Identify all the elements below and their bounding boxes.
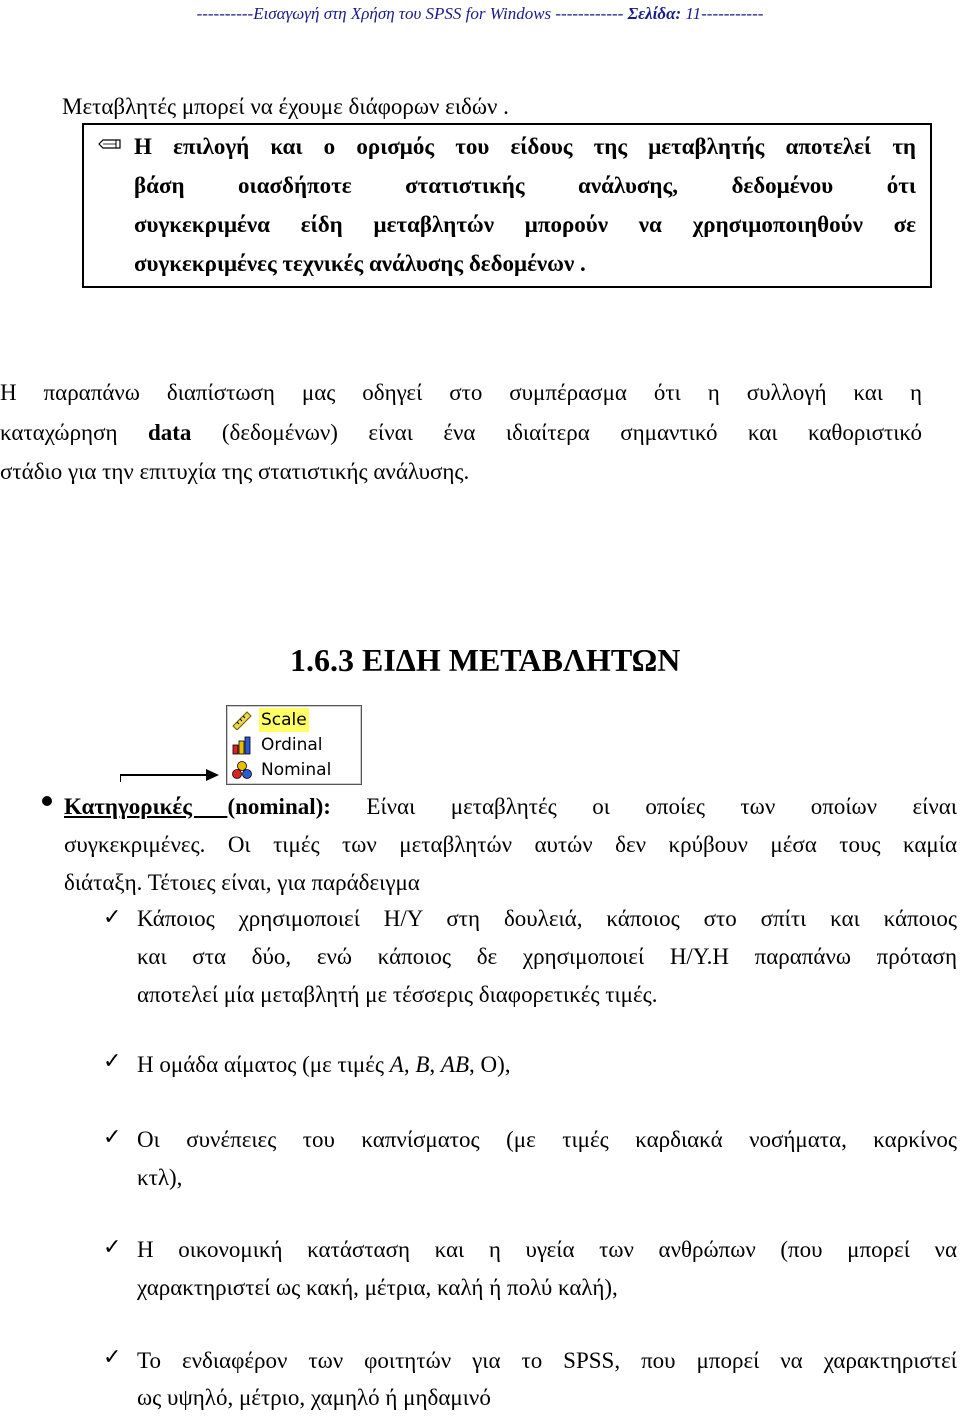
page-number: 11----------- [681,4,764,23]
check-icon: ✓ [103,1049,122,1074]
measure-label: Nominal [261,760,332,780]
measure-option-nominal[interactable] [229,758,359,782]
nominal-term-paren: (nominal): [227,794,331,819]
arrow-icon [120,764,220,784]
paragraph-text: (δεδομένων) είναι ένα ιδιαίτερα σημαντικό και καθοριστικό [191,420,922,445]
check-4-line-1: Η οικονομική κατάσταση και η υγεία των ανθρώπων (που μπορεί να [137,1237,957,1262]
section-heading: 1.6.3 ΕΙΔΗ ΜΕΤΑΒΛΗΤΩΝ [290,642,681,678]
check-2-line-1 [137,1046,511,1084]
check-1-line-2: και στα δύο, ενώ κάποιος δε χρησιμοποιεί Η/Υ.Η παραπάνω πρόταση [137,944,957,969]
measure-type-list[interactable] [226,705,362,785]
note-line-3: συγκεκριμένα είδη μεταβλητών μπορούν να χρησιμοποιηθούν σε [134,212,916,237]
check-5-line-2: ως υψηλό, μέτριο, χαμηλό ή μηδαμινό [137,1385,491,1410]
paragraph-line-1: Η παραπάνω διαπίστωση μας οδηγεί στο συμπέρασμα ότι η συλλογή και η [0,380,922,405]
check-icon: ✓ [103,1345,122,1370]
measure-option-scale[interactable] [229,708,359,732]
intro-text: Μεταβλητές μπορεί να έχουμε διάφορων ειδών . [62,94,509,119]
check-1-line-1: Κάποιος χρησιμοποιεί Η/Υ στη δουλειά, κάποιος στο σπίτι και κάποιος [137,906,957,931]
blood-type-b: B [415,1052,430,1077]
check-icon: ✓ [103,905,122,930]
bullet-line-1 [64,788,957,826]
check-1-line-3: αποτελεί μία μεταβλητή με τέσσερις διαφορετικές τιμές. [137,982,658,1007]
separator: , [429,1052,441,1077]
bar-chart-icon [231,735,253,755]
page-label: Σελίδα: [627,4,682,23]
check-3-line-1: Οι συνέπειες του καπνίσματος (με τιμές καρδιακά νοσήματα, καρκίνος [137,1127,957,1152]
ruler-icon [231,710,253,730]
blood-type-a: A [389,1052,404,1077]
circles-icon [231,760,253,780]
check-icon: ✓ [103,1125,122,1150]
bullet-text: Είναι μεταβλητές οι οποίες των οποίων είναι [330,794,958,819]
page-header [0,4,960,24]
separator: , [403,1052,416,1077]
paragraph-text: καταχώρηση [0,420,148,445]
blood-type-ab: AB [440,1052,470,1077]
check-icon: ✓ [103,1235,122,1260]
nominal-term: Κατηγορικές [64,794,228,819]
header-title: ----------Εισαγωγή στη Χρήση του SPSS for Windows ------------ [196,4,628,23]
note-line-1: Η επιλογή και ο ορισμός του είδους της μεταβλητής αποτελεί τη [134,134,916,159]
paragraph-line-3: στάδιο για την επιτυχία της στατιστικής ανάλυσης. [0,459,470,484]
data-term: data [147,420,192,445]
check-5-line-1: Το ενδιαφέρον των φοιτητών για το SPSS, που μπορεί να χαρακτηριστεί [137,1348,957,1373]
bullet-dot [42,796,52,806]
bullet-line-3: διάταξη. Τέτοιες είναι, για παράδειγμα [64,870,420,895]
note-line-2: βάση οιασδήποτε στατιστικής ανάλυσης, δεδομένου ότι [134,173,916,198]
check-text: , O), [469,1052,511,1077]
bullet-line-2: συγκεκριμένες. Οι τιμές των μεταβλητών αυτών δεν κρύβουν μέσα τους καμία [64,832,957,857]
note-line-4: συγκεκριμένες τεχνικές ανάλυσης δεδομένων . [134,251,586,276]
check-text: Η ομάδα αίματος (με τιμές [137,1052,390,1077]
check-4-line-2: χαρακτηριστεί ως κακή, μέτρια, καλή ή πολύ καλή), [137,1275,618,1300]
measure-label: Scale [261,710,307,730]
measure-option-ordinal[interactable] [229,733,359,757]
pencil-icon [98,138,122,150]
paragraph-line-2 [0,414,922,452]
measure-label: Ordinal [261,735,323,755]
note-box [82,123,932,288]
check-3-line-2: κτλ), [137,1165,183,1190]
